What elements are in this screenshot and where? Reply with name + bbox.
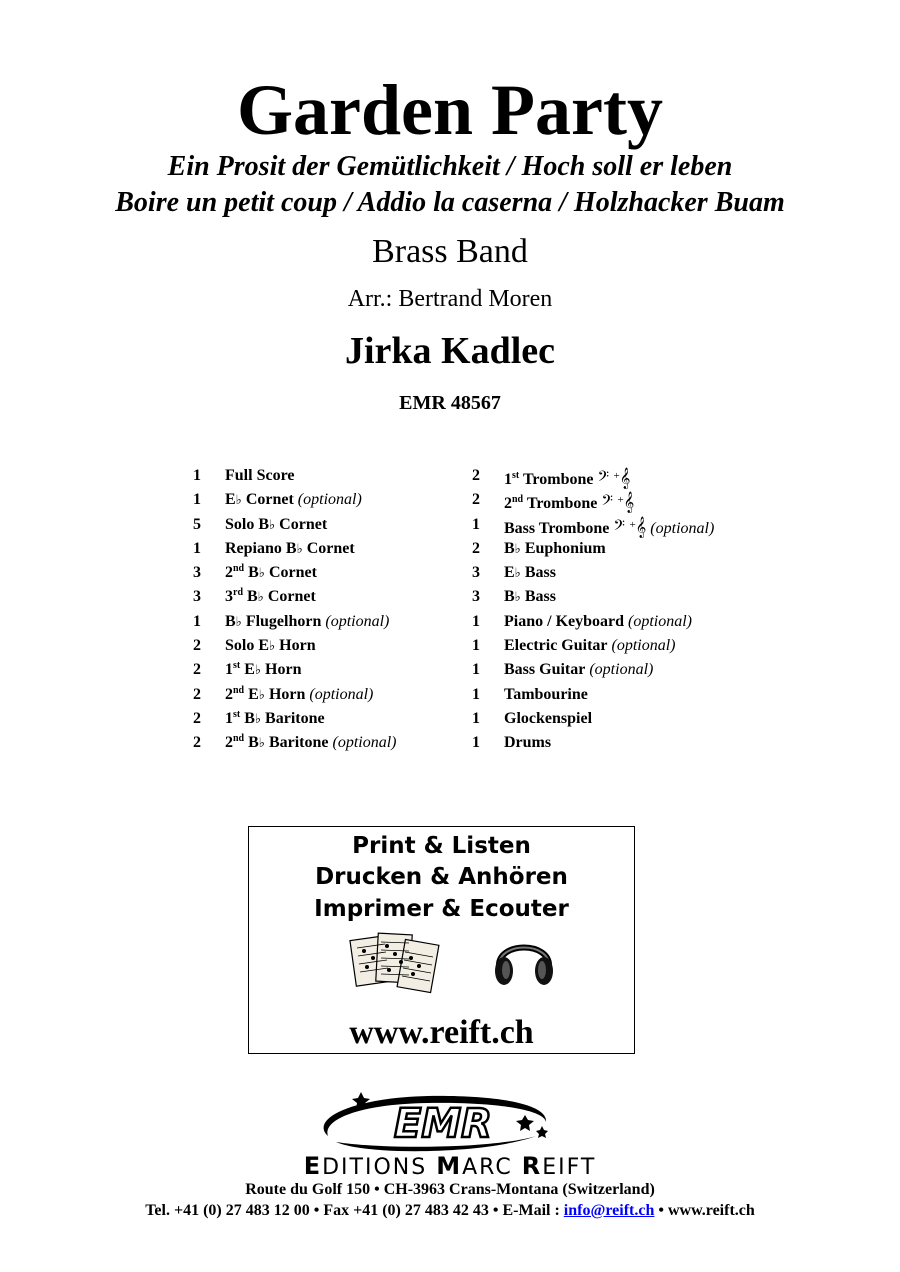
part-quantity: 1 (472, 515, 480, 533)
part-quantity: 1 (472, 685, 480, 703)
part-row (472, 658, 772, 682)
part-row (472, 610, 772, 634)
catalog-number: EMR 48567 (399, 392, 501, 414)
part-row (193, 683, 463, 707)
part-quantity: 2 (193, 709, 201, 727)
part-instrument: Glockenspiel (504, 709, 593, 727)
part-instrument: E♭ Bass (504, 564, 556, 582)
parts-list-right (472, 464, 772, 756)
part-instrument: 1st Trombone 𝄢 +𝄞 (504, 468, 631, 488)
promo-line-german: Drucken & Anhören (315, 864, 568, 890)
composer-name: Jirka Kadlec (344, 330, 556, 372)
part-row (472, 634, 772, 658)
part-instrument: Tambourine (504, 685, 588, 703)
part-instrument: B♭ Euphonium (504, 539, 606, 557)
part-instrument: 2nd B♭ Cornet (225, 563, 317, 582)
part-quantity: 5 (193, 515, 201, 533)
emr-logo (308, 1090, 558, 1158)
promo-website[interactable]: www.reift.ch (349, 1014, 534, 1051)
subtitle-line-2: Boire un petit coup / Addio la caserna / Holzhacker Buam (115, 187, 785, 218)
part-quantity: 2 (472, 539, 480, 557)
publisher-address: Route du Golf 150 • CH-3963 Crans-Montana (Switzerland) (245, 1181, 655, 1198)
part-row (472, 707, 772, 731)
part-row (193, 537, 463, 561)
print-listen-box (248, 826, 635, 1054)
part-row (472, 585, 772, 609)
part-row (193, 585, 463, 609)
part-row (472, 683, 772, 707)
part-row (193, 464, 463, 488)
part-row (193, 488, 463, 512)
part-quantity: 2 (472, 467, 480, 484)
part-row (472, 513, 772, 537)
score-title: Garden Party (237, 70, 663, 150)
part-instrument: Solo E♭ Horn (225, 637, 316, 655)
part-row (193, 634, 463, 658)
part-row (472, 464, 772, 488)
part-quantity: 3 (472, 588, 480, 606)
part-row (472, 488, 772, 512)
part-instrument: 2nd Trombone 𝄢 +𝄞 (504, 492, 635, 513)
part-row (193, 610, 463, 634)
subtitle-line-1: Ein Prosit der Gemütlichkeit / Hoch soll er leben (167, 151, 733, 182)
headphones-icon (491, 927, 557, 989)
part-quantity: 1 (472, 637, 480, 655)
sheet-music-icon (349, 930, 441, 998)
part-instrument: Solo B♭ Cornet (225, 515, 328, 533)
part-quantity: 2 (193, 661, 201, 679)
part-quantity: 3 (193, 564, 201, 582)
part-instrument: 2nd B♭ Baritone (optional) (225, 733, 397, 752)
part-quantity: 2 (472, 491, 480, 509)
part-quantity: 1 (472, 734, 480, 752)
promo-line-french: Imprimer & Ecouter (314, 896, 569, 922)
part-row (193, 513, 463, 537)
part-row (193, 731, 463, 755)
part-instrument: B♭ Bass (504, 588, 556, 606)
part-quantity: 1 (193, 612, 201, 630)
part-instrument: 1st E♭ Horn (225, 660, 302, 679)
part-instrument: E♭ Cornet (optional) (225, 491, 362, 509)
part-quantity: 1 (193, 467, 201, 484)
part-instrument: Bass Guitar (optional) (504, 661, 654, 679)
part-instrument: 3rd B♭ Cornet (225, 587, 316, 606)
ensemble-label: Brass Band (372, 233, 528, 270)
part-row (472, 537, 772, 561)
publisher-name: EDITIONS MARC REIFT (303, 1152, 597, 1180)
part-quantity: 1 (193, 539, 201, 557)
part-instrument: Bass Trombone 𝄢 +𝄞 (optional) (504, 516, 715, 537)
part-quantity: 3 (193, 588, 201, 606)
part-quantity: 1 (472, 661, 480, 679)
part-quantity: 2 (193, 685, 201, 703)
part-quantity: 2 (193, 734, 201, 752)
promo-line-english: Print & Listen (352, 833, 531, 859)
part-row (193, 561, 463, 585)
part-instrument: Full Score (225, 467, 295, 484)
part-quantity: 3 (472, 564, 480, 582)
part-row (193, 658, 463, 682)
part-instrument: 2nd E♭ Horn (optional) (225, 684, 374, 703)
arranger-label: Arr.: Bertrand Moren (347, 286, 553, 312)
parts-list-left (193, 464, 463, 756)
part-quantity: 2 (193, 637, 201, 655)
part-row (472, 731, 772, 755)
part-row (193, 707, 463, 731)
email-link[interactable]: info@reift.ch (563, 1202, 655, 1219)
part-row (472, 561, 772, 585)
part-instrument: B♭ Flugelhorn (optional) (225, 612, 390, 630)
part-instrument: Drums (504, 734, 552, 752)
part-quantity: 1 (472, 709, 480, 727)
part-instrument: Electric Guitar (optional) (504, 637, 676, 655)
emr-logo-text: EMR (394, 1101, 492, 1147)
publisher-contact: Tel. +41 (0) 27 483 12 00 • Fax +41 (0) 27 483 42 43 • E-Mail : info@reift.ch • www.reift.ch (145, 1202, 755, 1219)
part-instrument: Repiano B♭ Cornet (225, 539, 355, 557)
part-instrument: 1st B♭ Baritone (225, 708, 325, 727)
part-quantity: 1 (193, 491, 201, 509)
part-instrument: Piano / Keyboard (optional) (504, 612, 693, 630)
part-quantity: 1 (472, 612, 480, 630)
